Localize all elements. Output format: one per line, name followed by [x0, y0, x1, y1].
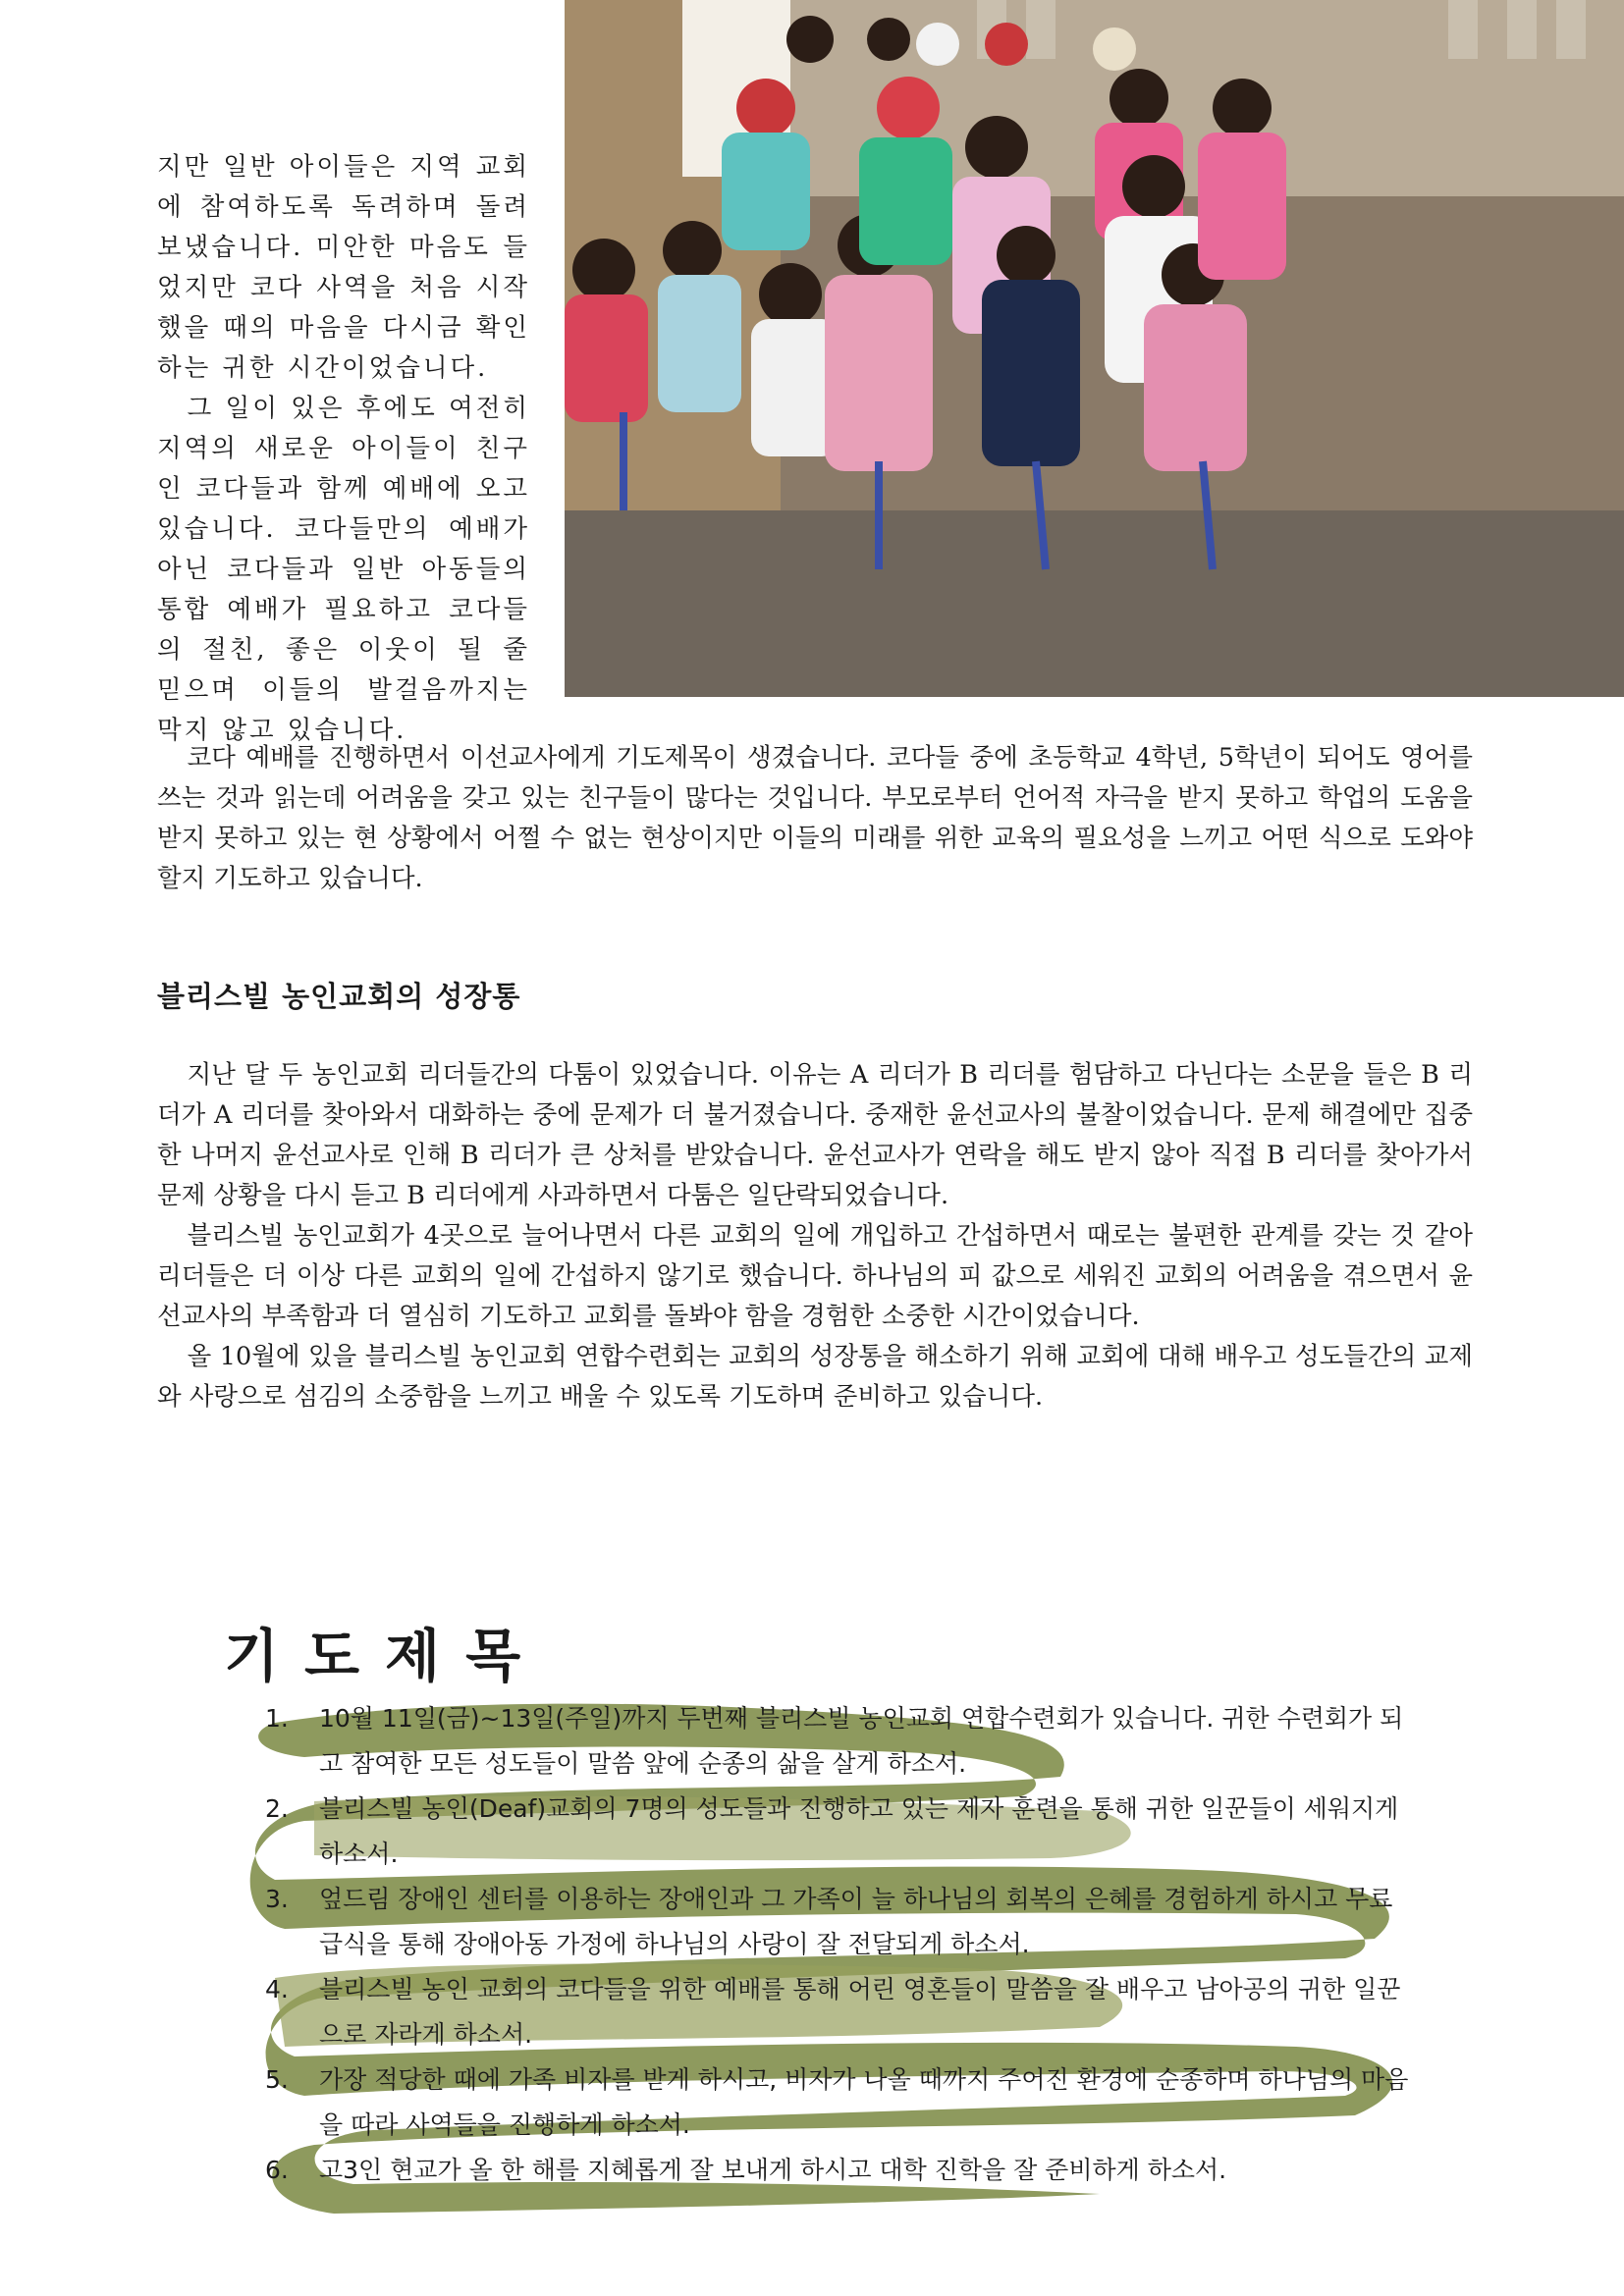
- prayer-item-text: 블리스빌 농인(Deaf)교회의 7명의 성도들과 진행하고 있는 제자 훈련을 통해 귀한 일꾼들이 세워지게 하소서.: [319, 1794, 1399, 1868]
- prayer-item-text: 고3인 현교가 올 한 해를 지혜롭게 잘 보내게 하시고 대학 진학을 잘 준비하게 하소서.: [319, 2156, 1227, 2184]
- children-photo: [565, 0, 1624, 697]
- prayer-item: [265, 1696, 1414, 1787]
- body-paragraph: 코다 예배를 진행하면서 이선교사에게 기도제목이 생겼습니다. 코다들 중에 초등학교 4학년, 5학년이 되어도 영어를 쓰는 것과 읽는데 어려움을 갖고 있는 친구들이 많다는 것입니다. 부모로부터 언어적 자극을 받지 못하고 학업의 도움을 받지 못하고 있는 현 상황에서 어쩔 수 없는 현상이지만 이들의 미래를 위한 교육의 필요성을 느끼고 어떤 식으로 도와야 할지 기도하고 있습니다.: [157, 743, 1473, 893]
- coda-prayer-paragraph: [157, 738, 1473, 899]
- prayer-list: [265, 1696, 1414, 2193]
- prayer-item-number: 2.: [265, 1794, 289, 1823]
- prayer-item-text: 블리스빌 농인 교회의 코다들을 위한 예배를 통해 어린 영혼들이 말씀을 잘 배우고 남아공의 귀한 일꾼으로 자라게 하소서.: [319, 1975, 1401, 2049]
- prayer-item-number: 5.: [265, 2065, 289, 2094]
- section-paragraph-1: 지난 달 두 농인교회 리더들간의 다툼이 있었습니다. 이유는 A 리더가 B 리더를 험담하고 다닌다는 소문을 들은 B 리더가 A 리더를 찾아와서 대화하는 중에 문제가 더 불거졌습니다. 중재한 윤선교사의 불찰이었습니다. 문제 해결에만 집중한 나머지 윤선교사로 인해 B 리더가 큰 상처를 받았습니다. 윤선교사가 연락을 해도 받지 않아 직접 B 리더를 찾아가서 문제 상황을 다시 듣고 B 리더에게 사과하면서 다툼은 일단락되었습니다.: [157, 1060, 1473, 1210]
- prayer-item: [265, 1787, 1414, 1877]
- prayer-title: 기도제목: [224, 1623, 547, 1689]
- prayer-item-text: 엎드림 장애인 센터를 이용하는 장애인과 그 가족이 늘 하나님의 회복의 은혜를 경험하게 하시고 무료 급식을 통해 장애아동 가정에 하나님의 사랑이 잘 전달되게 하소서.: [319, 1885, 1393, 1958]
- children-in-church-photo-icon: [565, 0, 1624, 697]
- prayer-item: [265, 2148, 1414, 2193]
- prayer-item: [265, 1877, 1414, 1967]
- prayer-item: [265, 1967, 1414, 2057]
- prayer-item-number: 6.: [265, 2156, 289, 2184]
- left-paragraph-1: 지만 일반 아이들은 지역 교회에 참여하도록 독려하며 돌려보냈습니다. 미안한 마음도 들었지만 코다 사역을 처음 시작했을 때의 마음을 다시금 확인하는 귀한 시간이었습니다.: [157, 152, 530, 383]
- prayer-item-number: 4.: [265, 1975, 289, 2003]
- section-heading: 블리스빌 농인교회의 성장통: [157, 980, 521, 1013]
- left-column-text: [157, 147, 530, 751]
- section-paragraph-2: 블리스빌 농인교회가 4곳으로 늘어나면서 다른 교회의 일에 개입하고 간섭하면서 때로는 불편한 관계를 갖는 것 같아 리더들은 더 이상 다른 교회의 일에 간섭하지 않기로 했습니다. 하나님의 피 값으로 세워진 교회의 어려움을 겪으면서 윤선교사의 부족함과 더 열심히 기도하고 교회를 돌봐야 함을 경험한 소중한 시간이었습니다.: [157, 1221, 1473, 1331]
- prayer-item-text: 10월 11일(금)~13일(주일)까지 두번째 블리스빌 농인교회 연합수련회가 있습니다. 귀한 수련회가 되고 참여한 모든 성도들이 말씀 앞에 순종의 삶을 살게 하소서.: [319, 1704, 1404, 1778]
- prayer-item-number: 3.: [265, 1885, 289, 1913]
- left-paragraph-2: 그 일이 있은 후에도 여전히 지역의 새로운 아이들이 친구인 코다들과 함께 예배에 오고 있습니다. 코다들만의 예배가 아닌 코다들과 일반 아동들의 통합 예배가 필요하고 코다들의 절친, 좋은 이웃이 될 줄 믿으며 이들의 발걸음까지는 막지 않고 있습니다.: [157, 394, 530, 745]
- prayer-item-number: 1.: [265, 1704, 289, 1733]
- prayer-item-text: 가장 적당한 때에 가족 비자를 받게 하시고, 비자가 나올 때까지 주어진 환경에 순종하며 하나님의 마음을 따라 사역들을 진행하게 하소서.: [319, 2065, 1409, 2139]
- section-paragraph-3: 올 10월에 있을 블리스빌 농인교회 연합수련회는 교회의 성장통을 해소하기 위해 교회에 대해 배우고 성도들간의 교제와 사랑으로 섬김의 소중함을 느끼고 배울 수 있도록 기도하며 준비하고 있습니다.: [157, 1342, 1473, 1412]
- section-body: [157, 1055, 1473, 1417]
- prayer-item: [265, 2057, 1414, 2148]
